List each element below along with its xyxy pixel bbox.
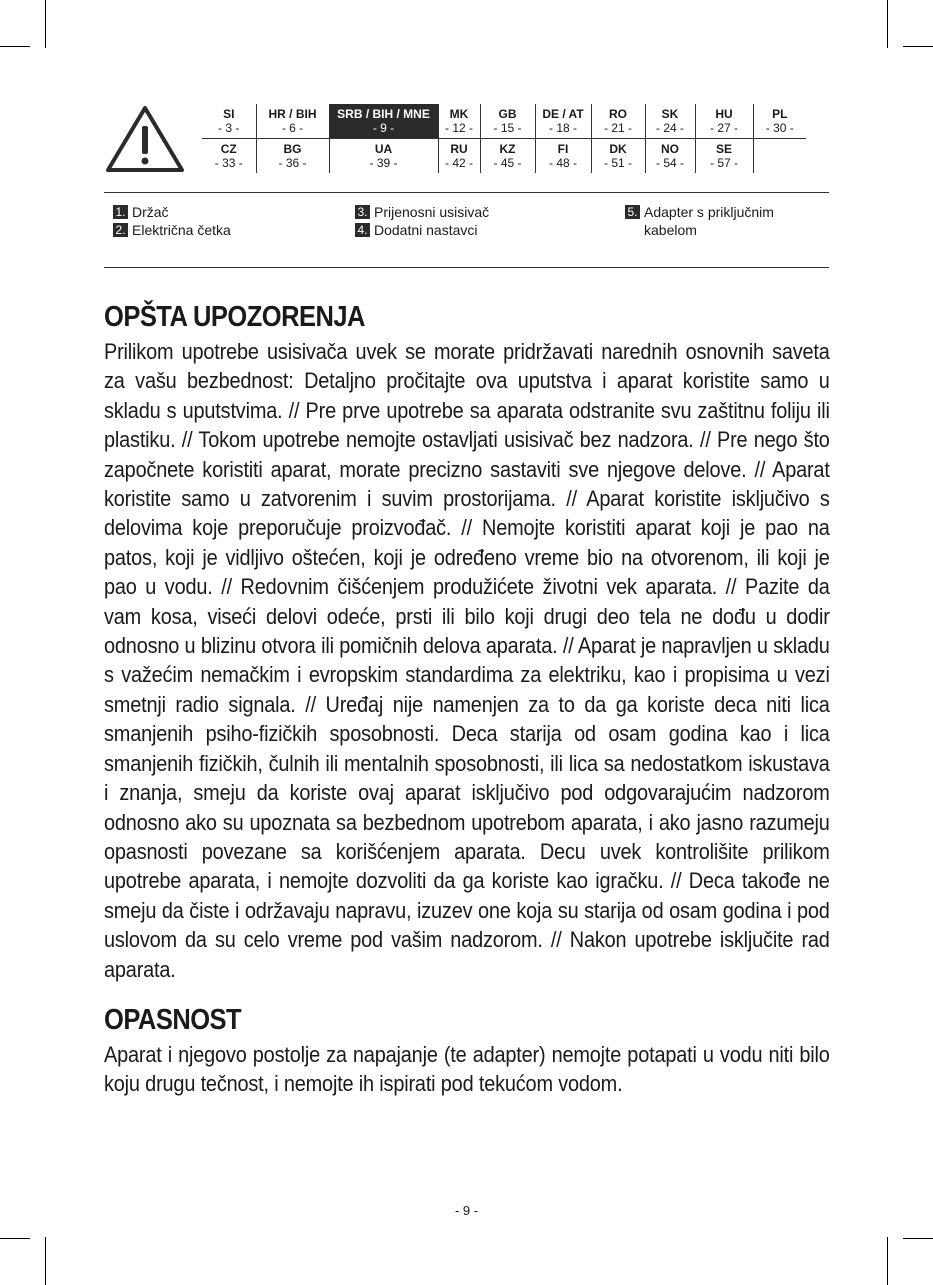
lang-cell[interactable]: SK - 24 -	[645, 104, 695, 139]
lang-cell[interactable]: HR / BIH - 6 -	[256, 104, 329, 139]
divider	[104, 192, 829, 193]
parts-legend-col-3	[625, 203, 795, 239]
lang-cell[interactable]: UA - 39 -	[329, 139, 438, 174]
crop-mark	[903, 1238, 933, 1239]
crop-mark	[0, 1238, 30, 1239]
section-heading-general-warnings: OPŠTA UPOZORENJA	[104, 301, 365, 333]
lang-cell[interactable]: NO - 54 -	[645, 139, 695, 174]
lang-cell[interactable]: BG - 36 -	[256, 139, 329, 174]
divider	[104, 267, 829, 268]
lang-cell[interactable]: HU - 27 -	[695, 104, 753, 139]
part-label: Adapter s priključnim kabelom	[644, 204, 774, 238]
lang-cell[interactable]: DK - 51 -	[591, 139, 645, 174]
lang-cell[interactable]: CZ - 33 -	[214, 142, 243, 170]
lang-cell[interactable]: SI - 3 -	[202, 104, 256, 139]
crop-mark	[903, 46, 933, 47]
part-item	[625, 203, 795, 239]
lang-cell[interactable]: MK - 12 -	[438, 104, 480, 139]
section-body-danger: Aparat i njegovo postolje za napajanje (te adapter) nemojte potapati u vodu niti bilo koju drugu tečnost, i nemojte ih ispirati pod tekućom vodom.	[104, 1042, 830, 1097]
part-label: Dodatni nastavci	[374, 222, 478, 238]
crop-mark	[45, 0, 46, 48]
part-item	[355, 203, 489, 221]
part-number: 1.	[113, 205, 128, 219]
part-label: Prijenosni usisivač	[374, 204, 490, 220]
part-label: Držač	[132, 204, 169, 220]
lang-cell-empty	[753, 139, 806, 174]
page-number: - 9 -	[454, 1203, 479, 1218]
lang-cell[interactable]: GB - 15 -	[480, 104, 535, 139]
part-item	[113, 221, 231, 239]
language-row	[202, 104, 806, 139]
lang-cell[interactable]: SE - 57 -	[695, 139, 753, 174]
lang-cell[interactable]: RU - 42 -	[438, 139, 480, 174]
parts-legend-col-2	[355, 203, 489, 239]
part-number: 5.	[625, 205, 640, 219]
lang-cell[interactable]: FI - 48 -	[535, 139, 591, 174]
part-number: 4.	[355, 223, 370, 237]
crop-mark	[887, 0, 888, 48]
part-item	[113, 203, 231, 221]
lang-cell[interactable]: DE / AT - 18 -	[535, 104, 591, 139]
section-body-general-warnings: Prilikom upotrebe usisivača uvek se morate pridržavati narednih osnovnih saveta za vašu bezbednost: Detaljno pročitajte ova uputstva i aparat koristite samo u skladu s uputstvima. // Pre prve upotrebe sa aparata odstranite svu zaštitnu foliju ili plastiku. // Tokom upotrebe nemojte ostavljati usisivač bez nadzora. // Pre nego što započnete koristiti aparat, morate precizno sastaviti sve njegove delove. // Aparat koristite samo u zatvorenim i suvim prostorijama. // Aparat koristite isključivo s delovima koje preporučuje proizvođač. // Nemojte koristiti aparat koji je pao na patos, koji je vidljivo oštećen, koji je određeno vreme bio na otvorenom, ili koji je pao u vodu. // Redovnim čišćenjem produžićete životni vek aparata. // Pazite da vam kosa, viseći delovi odeće, prsti ili bilo koji drugi deo tela ne dođu u dodir odnosno u blizinu otvora ili pomičnih delova aparata. // Aparat je napravljen u skladu s važećim nemačkim i evropskim standardima za elektriku, kao i propisima u vezi smetnji radio signala. // Uređaj nije namenjen za to da ga koriste deca niti lica smanjenih psiho-fizičkih sposobnosti. Deca starija od osam godina kao i lica smanjenih fizičkih, čulnih ili mentalnih sposobnosti, ili lica sa nedostatkom iskustava i znanja, smeju da koriste ovaj aparat isključivo pod odgovarajućim nadzorom odnosno ako su upoznata sa bezbednom upotrebom aparata, i ako jasno razumeju opasnosti povezane sa korišćenjem aparata. Decu uvek kontrolišite prilikom upotrebe aparata, i nemojte dozvoliti da ga koriste kao igračku. // Deca takođe ne smeju da čiste i održavaju napravu, izuzev one koja su starija od osam godina i pod uslovom da su celo vreme pod vašim nadzorom. // Nakon upotrebe isključite rad aparata.	[104, 339, 830, 982]
crop-mark	[45, 1237, 46, 1285]
lang-cell[interactable]: PL - 30 -	[753, 104, 806, 139]
part-item	[355, 221, 489, 239]
crop-mark	[887, 1237, 888, 1285]
language-index-table	[202, 104, 806, 173]
lang-cell[interactable]: KZ - 45 -	[480, 139, 535, 174]
crop-mark	[0, 46, 30, 47]
part-number: 3.	[355, 205, 370, 219]
lang-cell[interactable]: RO - 21 -	[591, 104, 645, 139]
lang-cell-active[interactable]: SRB / BIH / MNE - 9 -	[329, 104, 438, 139]
section-heading-danger: OPASNOST	[104, 1004, 242, 1036]
part-number: 2.	[113, 223, 128, 237]
part-label: Električna četka	[132, 222, 231, 238]
parts-legend-col-1	[113, 203, 231, 239]
warning-triangle-icon	[104, 104, 186, 174]
language-row	[202, 139, 806, 174]
